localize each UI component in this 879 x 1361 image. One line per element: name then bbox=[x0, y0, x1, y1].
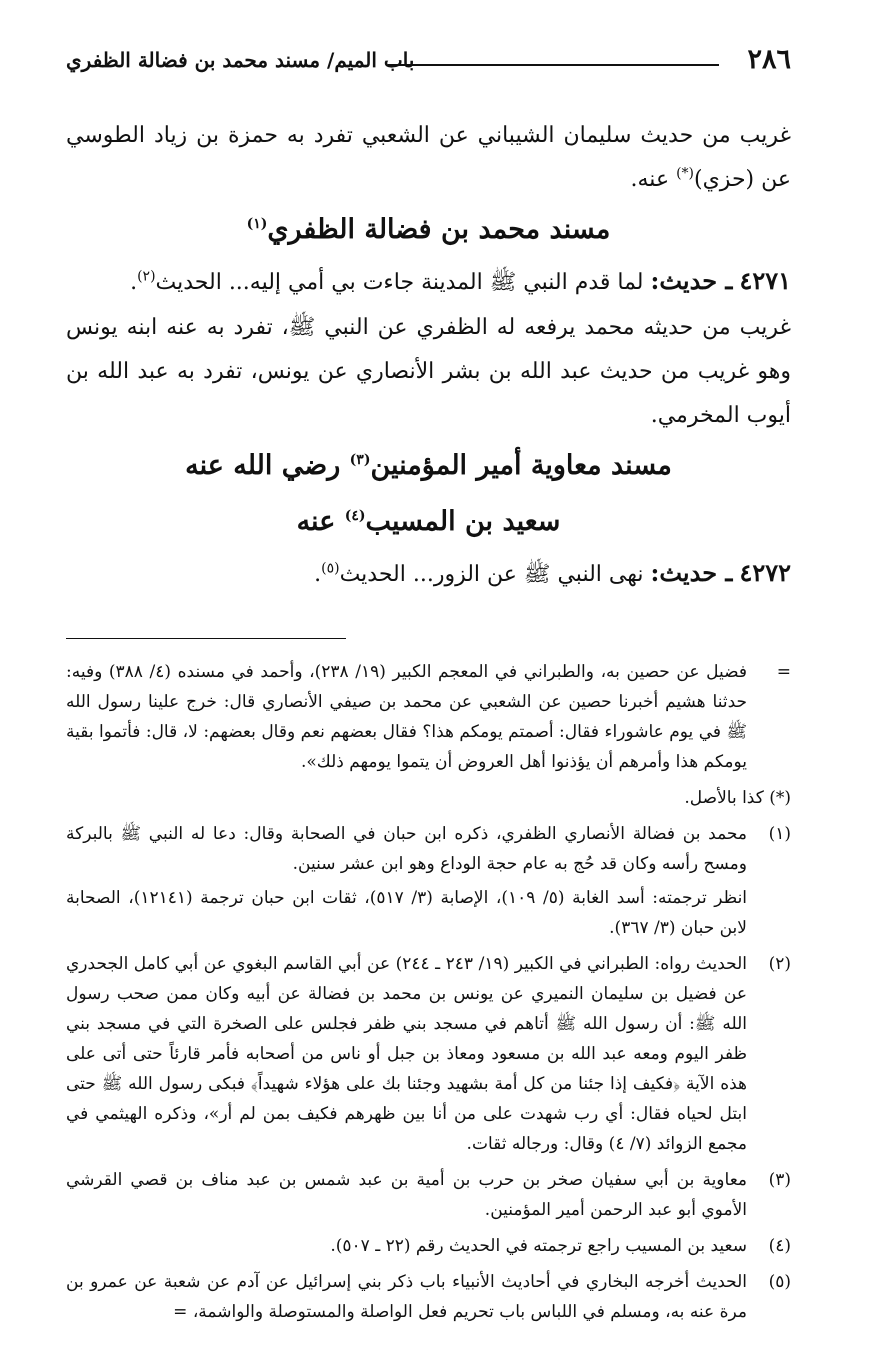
page-number: ٢٨٦ bbox=[747, 44, 791, 75]
heading-text: سعيد بن المسيب bbox=[365, 506, 561, 537]
footnote-main: محمد بن فضالة الأنصاري الظفري، ذكره ابن حبان في الصحابة وقال: دعا له النبي ﷺ بالبركة ومسح رأسه وكان قد حُج به عام حجة الوداع وهو ابن عشر سنين. bbox=[66, 824, 747, 874]
hadith-label: ـ حديث: bbox=[650, 266, 733, 295]
hadith-text: نهى النبي ﷺ عن الزور... الحديث bbox=[339, 562, 651, 587]
hadith-number: ٤٢٧١ bbox=[739, 266, 791, 295]
footnote-references: انظر ترجمته: أسد الغابة (٥/ ١٠٩)، الإصابة (٣/ ٥١٧)، ثقات ابن حبان ترجمة (١٢١٤١)، الصحابة لابن حبان (٣/ ٣٦٧). bbox=[66, 888, 748, 938]
hadith-entry-4272 bbox=[66, 550, 791, 598]
hadith-text: لما قدم النبي ﷺ المدينة جاءت بي أمي إليه... الحديث bbox=[155, 270, 651, 295]
footnote-1 bbox=[66, 819, 791, 943]
footnote-4 bbox=[66, 1231, 791, 1261]
intro-text: غريب من حديث سليمان الشيباني عن الشعبي تفرد به حمزة بن زياد الطوسي عن (حزي) bbox=[66, 123, 791, 192]
note-mark: (*) bbox=[676, 165, 694, 182]
footnote-continued bbox=[66, 657, 791, 777]
hadith-text-end: . bbox=[314, 562, 322, 587]
running-header bbox=[66, 40, 791, 80]
footnote-2 bbox=[66, 949, 791, 1159]
footnote-text: (*) كذا بالأصل. bbox=[684, 788, 791, 808]
heading-text: مسند معاوية أمير المؤمنين bbox=[370, 450, 672, 481]
footnotes bbox=[66, 657, 791, 1327]
hadith-text-end: . bbox=[130, 270, 138, 295]
footnote-5 bbox=[66, 1267, 791, 1327]
footnote-text: الحديث رواه: الطبراني في الكبير (١٩/ ٢٤٣ ـ ٢٤٤) عن أبي القاسم البغوي عن أبي كامل الجحدري عن فضيل بن سليمان النميري عن يونس بن محمد بن فضالة عن أبيه وكان ممن صحب رسول الله ﷺ: أن رسول الله ﷺ أتاهم في مسجد بني ظفر فجلس على الصخرة التي في مسجد بني ظفر اليوم ومعه عبد الله بن مسعود ومعاذ بن جبل أو ناس من أصحابه فأمر قارئاً حتى أتى على هذه الآية ﴿فكيف إذا جئنا من كل أمة بشهيد وجئنا بك على هؤلاء شهيداً﴾ فبكى رسول الله ﷺ حتى ابتل لحياه فقال: أي رب شهدت على من أنا بين ظهرهم فكيف بمن لم أر»، وذكره الهيثمي في مجمع الزوائد (٧/ ٤) وقال: ورجاله ثقات. bbox=[66, 954, 747, 1154]
footnote-text bbox=[66, 819, 747, 943]
footnote-star bbox=[66, 783, 791, 813]
header-title: باب الميم/ مسند محمد بن فضالة الظفري bbox=[66, 48, 415, 72]
footnote-separator bbox=[66, 638, 346, 639]
footnote-label: (٥) bbox=[768, 1272, 791, 1292]
continued-mark: = bbox=[173, 1302, 188, 1322]
note-mark: (٢) bbox=[137, 268, 156, 285]
section-heading-2 bbox=[66, 438, 791, 494]
hadith-label: ـ حديث: bbox=[650, 558, 733, 587]
footnote-label: (١) bbox=[768, 824, 791, 844]
note-mark: (١) bbox=[246, 216, 268, 232]
footnote-label: (٢) bbox=[768, 954, 791, 974]
section-heading-1 bbox=[66, 202, 791, 258]
footnote-main: الحديث أخرجه البخاري في أحاديث الأنبياء باب ذكر بني إسرائيل عن آدم عن شعبة عن عمرو بن مرة عنه به، ومسلم في اللباس باب تحريم فعل الواصلة والمستوصلة والواشمة، bbox=[66, 1272, 747, 1322]
footnote-text bbox=[66, 1267, 747, 1327]
footnote-text: معاوية بن أبي سفيان صخر بن حرب بن أمية بن عبد شمس بن عبد مناف بن قصي القرشي الأموي أبو عبد الرحمن أمير المؤمنين. bbox=[66, 1170, 747, 1220]
footnote-3 bbox=[66, 1165, 791, 1225]
section-heading-3 bbox=[66, 494, 791, 550]
note-mark: (٥) bbox=[321, 560, 340, 577]
note-mark: (٤) bbox=[344, 508, 366, 524]
heading-text-end: رضي الله عنه bbox=[185, 450, 350, 481]
footnote-label: (٣) bbox=[768, 1170, 791, 1190]
note-mark: (٣) bbox=[349, 452, 371, 468]
heading-text: مسند محمد بن فضالة الظفري bbox=[267, 214, 611, 245]
commentary-paragraph: غريب من حديثه محمد يرفعه له الظفري عن النبي ﷺ، تفرد به عنه ابنه يونس وهو غريب من حديث عبد الله بن بشر الأنصاري عن يونس، تفرد به عبد الله بن أيوب المخرمي. bbox=[66, 315, 791, 428]
footnote-text: فضيل عن حصين به، والطبراني في المعجم الكبير (١٩/ ٢٣٨)، وأحمد في مسنده (٤/ ٣٨٨) وفيه: حدثنا هشيم أخبرنا حصين عن الشعبي عن محمد بن صيفي الأنصاري قال: خرج علينا رسول الله ﷺ في يوم عاشوراء فقال: أصمتم يومكم هذا؟ فقال بعضهم نعم وقال بعضهم: لا، قال: فأتموا بقية يومكم هذا وأمرهم أن يؤذنوا أهل العروض أن يتموا يومهم ذلك». bbox=[66, 662, 747, 772]
heading-text-end: عنه bbox=[296, 506, 345, 537]
main-text bbox=[66, 114, 791, 598]
intro-paragraph bbox=[66, 114, 791, 202]
footnote-label: (٤) bbox=[768, 1236, 791, 1256]
hadith-entry-4271 bbox=[66, 258, 791, 306]
header-rule bbox=[388, 64, 719, 66]
footnote-text: سعيد بن المسيب راجع ترجمته في الحديث رقم (٢٢ ـ ٥٠٧). bbox=[330, 1236, 747, 1256]
footnote-label: = bbox=[776, 662, 791, 682]
intro-text-end: عنه. bbox=[630, 167, 677, 192]
hadith-number: ٤٢٧٢ bbox=[739, 558, 791, 587]
